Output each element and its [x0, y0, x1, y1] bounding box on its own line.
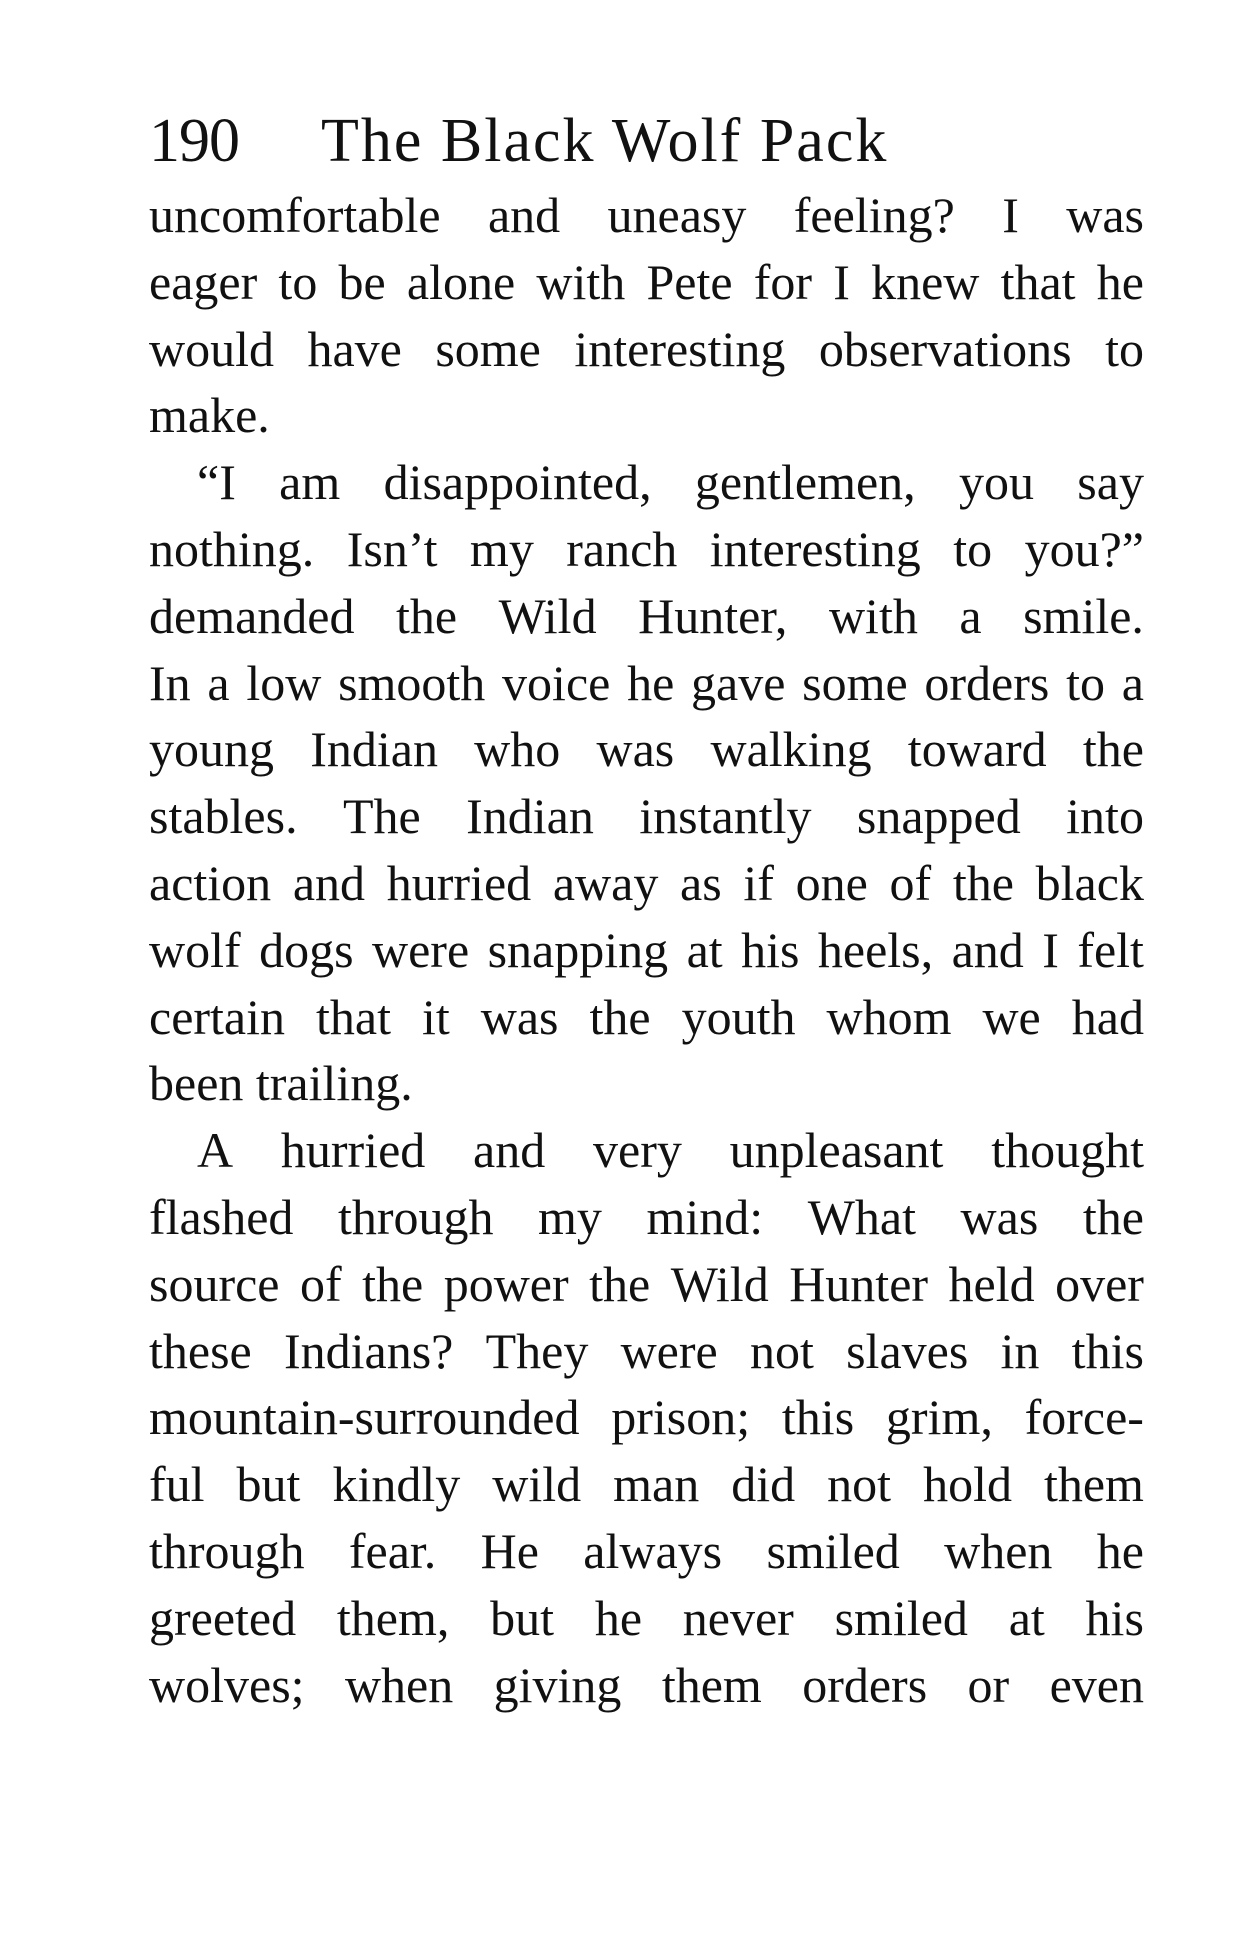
- word: A: [197, 1122, 234, 1179]
- word: did: [731, 1456, 796, 1513]
- word: a: [1121, 654, 1144, 711]
- paragraph-2: [149, 449, 1144, 1117]
- word: disappointed,: [383, 454, 652, 511]
- word: the: [362, 1255, 424, 1312]
- text-line: [149, 984, 1144, 1051]
- word: away: [552, 854, 659, 911]
- word: at: [1008, 1589, 1045, 1646]
- word: slaves: [846, 1322, 969, 1379]
- word: The: [343, 788, 421, 845]
- word: my: [469, 520, 534, 577]
- text-line: [149, 182, 1144, 249]
- text-line: [149, 1451, 1144, 1518]
- word: the: [589, 988, 651, 1045]
- word: smooth: [338, 654, 486, 711]
- word: orders: [924, 654, 1050, 711]
- word: eager: [149, 253, 258, 310]
- word: smile.: [1023, 587, 1144, 644]
- word: feeling?: [793, 187, 955, 243]
- word: Indian: [310, 721, 438, 778]
- word: ranch: [566, 520, 678, 577]
- word: always: [583, 1522, 723, 1579]
- word: ful: [149, 1456, 205, 1513]
- word: smiled: [766, 1522, 900, 1579]
- word: a: [959, 587, 982, 644]
- word: wolf: [149, 921, 241, 978]
- word: felt: [1077, 921, 1144, 978]
- word: stables.: [149, 788, 298, 845]
- word: he: [1096, 1522, 1144, 1579]
- text-line: [149, 1184, 1144, 1251]
- word: was: [960, 1188, 1039, 1245]
- word: unpleasant: [729, 1122, 944, 1179]
- word: of: [889, 854, 932, 911]
- word: was: [480, 988, 559, 1045]
- text-line: [149, 249, 1144, 316]
- word: you?”: [1024, 520, 1144, 577]
- word: wolves;: [149, 1656, 305, 1713]
- word: and: [292, 854, 366, 911]
- word: of: [299, 1255, 342, 1312]
- word: man: [613, 1456, 700, 1513]
- word: Hunter,: [638, 587, 788, 644]
- word: smiled: [834, 1589, 968, 1646]
- word: hurried: [280, 1122, 426, 1179]
- word: he: [1096, 253, 1144, 310]
- word: it: [421, 988, 450, 1045]
- word: trailing.: [255, 1055, 413, 1112]
- word: knew: [871, 253, 980, 310]
- paragraph-3: [149, 1117, 1144, 1718]
- word: and: [951, 921, 1024, 978]
- word: had: [1071, 988, 1144, 1045]
- word: In: [149, 654, 191, 711]
- word: fear.: [348, 1522, 437, 1579]
- word: the: [1082, 1188, 1144, 1245]
- word: orders: [802, 1656, 928, 1713]
- word: be: [338, 253, 386, 310]
- word: when: [344, 1656, 454, 1713]
- word: I: [833, 253, 850, 310]
- text-line: [149, 1384, 1144, 1451]
- word: They: [485, 1322, 589, 1379]
- text-line: [149, 1251, 1144, 1318]
- word: force-: [1024, 1389, 1144, 1446]
- word: we: [982, 988, 1041, 1045]
- word: Wild: [498, 587, 597, 644]
- word: this: [781, 1389, 855, 1446]
- word: snapped: [856, 788, 1021, 845]
- word: my: [538, 1188, 602, 1245]
- word: but: [490, 1589, 555, 1646]
- word: greeted: [149, 1589, 297, 1646]
- word: I: [1042, 921, 1059, 978]
- word: whom: [826, 988, 952, 1045]
- word: nothing.: [149, 520, 315, 577]
- word: were: [620, 1322, 718, 1379]
- word: Wild: [670, 1255, 769, 1312]
- word: demanded: [149, 587, 355, 644]
- word: been: [149, 1055, 244, 1112]
- word: the: [395, 587, 458, 644]
- word: Isn’t: [346, 520, 438, 577]
- word: some: [802, 654, 908, 711]
- word: through: [149, 1522, 305, 1579]
- word: to: [1066, 654, 1105, 711]
- word: source: [149, 1255, 280, 1312]
- word: observations: [818, 320, 1072, 377]
- word: these: [149, 1322, 252, 1379]
- text-line: [149, 1117, 1144, 1184]
- word: hold: [923, 1456, 1012, 1513]
- word: were: [372, 921, 470, 978]
- word: he: [627, 654, 675, 711]
- word: gentlemen,: [694, 454, 916, 511]
- word: one: [795, 854, 868, 911]
- word: toward: [907, 721, 1047, 778]
- word: very: [593, 1122, 682, 1179]
- word: instantly: [639, 788, 812, 845]
- word: this: [1071, 1322, 1144, 1379]
- word: who: [474, 721, 561, 778]
- word: if: [743, 854, 774, 911]
- word: walking: [710, 721, 872, 778]
- text-line: [149, 449, 1144, 516]
- word: mountain-surrounded: [149, 1389, 580, 1446]
- text-line: [149, 583, 1144, 650]
- word: to: [278, 253, 318, 310]
- word: certain: [149, 988, 286, 1045]
- word: and: [473, 1122, 546, 1179]
- text-line: [149, 850, 1144, 917]
- word: into: [1066, 788, 1144, 845]
- word: over: [1055, 1255, 1144, 1312]
- word: not: [827, 1456, 892, 1513]
- word: you: [958, 454, 1034, 511]
- word: low: [246, 654, 322, 711]
- word: mind:: [646, 1188, 764, 1245]
- word: uneasy: [607, 187, 747, 243]
- word: his: [741, 921, 800, 978]
- word: to: [1105, 320, 1144, 377]
- word: held: [948, 1255, 1035, 1312]
- word: was: [1066, 187, 1144, 243]
- word: have: [307, 320, 402, 377]
- text-line: [149, 1318, 1144, 1385]
- word: that: [1000, 253, 1076, 310]
- word: power: [443, 1255, 569, 1312]
- word: the: [589, 1255, 651, 1312]
- word: them: [1043, 1456, 1144, 1513]
- word: with: [536, 253, 626, 310]
- word: interesting: [574, 320, 786, 377]
- word: as: [680, 854, 722, 911]
- word: flashed: [149, 1188, 294, 1245]
- word: and: [487, 187, 561, 243]
- word: He: [480, 1522, 539, 1579]
- text-line: [149, 650, 1144, 717]
- word: the: [1082, 721, 1144, 778]
- word: action: [149, 854, 272, 911]
- word: for: [753, 253, 813, 310]
- word: am: [279, 454, 341, 511]
- word: even: [1049, 1656, 1144, 1713]
- word: with: [828, 587, 918, 644]
- word: interesting: [709, 520, 921, 577]
- text-line: [149, 783, 1144, 850]
- word: Indian: [466, 788, 594, 845]
- word: dogs: [259, 921, 354, 978]
- word: grim,: [885, 1389, 993, 1446]
- word: them: [661, 1656, 762, 1713]
- book-title: The Black Wolf Pack: [321, 107, 889, 175]
- word: some: [435, 320, 541, 377]
- word: voice: [502, 654, 611, 711]
- word: gave: [691, 654, 786, 711]
- running-head: [149, 100, 1144, 182]
- word: thought: [991, 1122, 1144, 1179]
- word: the: [952, 854, 1014, 911]
- word: a: [207, 654, 230, 711]
- word: through: [337, 1188, 494, 1245]
- word: not: [749, 1322, 814, 1379]
- word: or: [967, 1656, 1010, 1713]
- word: black: [1035, 854, 1144, 911]
- word: Hunter: [789, 1255, 929, 1312]
- word: kindly: [332, 1456, 461, 1513]
- word: “I: [197, 454, 236, 511]
- word: prison;: [611, 1389, 751, 1446]
- body-text: [149, 182, 1144, 1718]
- word: snapping: [487, 921, 669, 978]
- word: his: [1085, 1589, 1144, 1646]
- word: was: [596, 721, 675, 778]
- word: I: [1002, 187, 1019, 243]
- word: but: [236, 1456, 301, 1513]
- word: when: [944, 1522, 1053, 1579]
- word: giving: [493, 1656, 622, 1713]
- text-line: [149, 1652, 1144, 1719]
- text-line: [149, 382, 1144, 449]
- word: wild: [492, 1456, 582, 1513]
- page-number: 190: [149, 107, 239, 175]
- word: would: [149, 320, 274, 377]
- word: young: [149, 721, 274, 778]
- text-line: [149, 1585, 1144, 1652]
- paragraph-1: [149, 182, 1144, 449]
- text-line: [149, 516, 1144, 583]
- text-line: [149, 917, 1144, 984]
- text-line: [149, 1518, 1144, 1585]
- word: make.: [149, 387, 270, 444]
- word: them,: [336, 1589, 450, 1646]
- word: say: [1077, 454, 1144, 511]
- word: alone: [406, 253, 516, 310]
- word: to: [953, 520, 993, 577]
- word: that: [316, 988, 391, 1045]
- word: What: [807, 1188, 916, 1245]
- word: never: [682, 1589, 794, 1646]
- word: heels,: [817, 921, 934, 978]
- text-line: [149, 316, 1144, 383]
- book-page: [149, 100, 1144, 1718]
- word: Pete: [646, 253, 733, 310]
- word: at: [686, 921, 723, 978]
- text-line: [149, 1050, 1144, 1117]
- word: uncomfortable: [149, 187, 441, 243]
- text-line: [149, 716, 1144, 783]
- word: Indians?: [283, 1322, 454, 1379]
- word: hurried: [386, 854, 532, 911]
- word: in: [1000, 1322, 1040, 1379]
- word: youth: [681, 988, 796, 1045]
- word: he: [594, 1589, 643, 1646]
